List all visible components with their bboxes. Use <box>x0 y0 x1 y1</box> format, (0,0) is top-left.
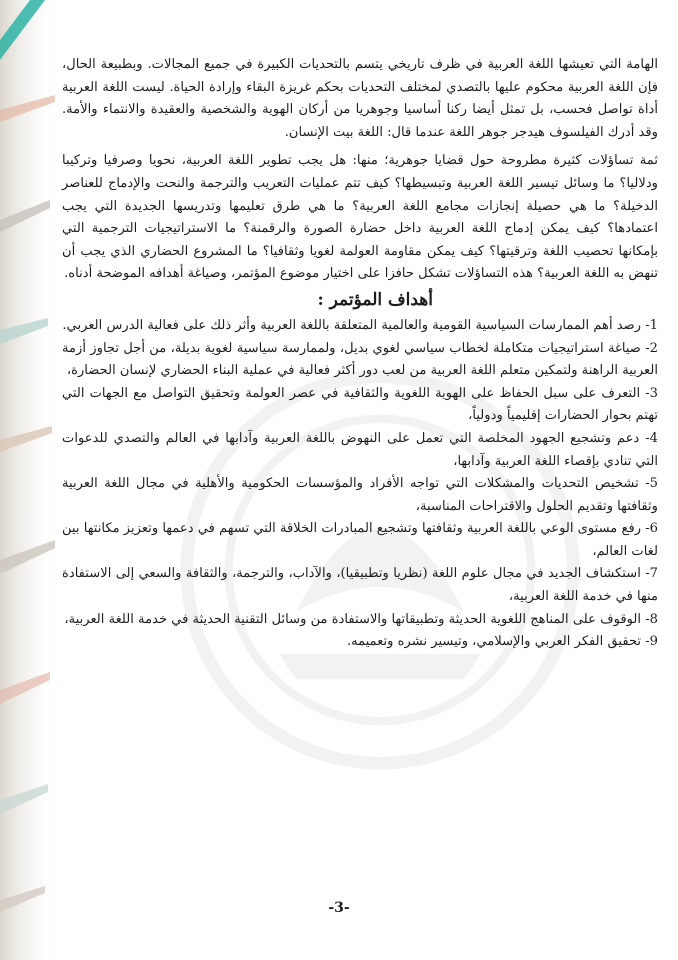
goal-item: 6- رفع مستوى الوعي باللغة العربية وثقافتها وتشجيع المبادرات الخلاقة التي تسهم في دعمها وتعزيز مكانتها بين لغات العالم، <box>62 521 658 559</box>
goal-item: 1- رصد أهم الممارسات السياسية القومية والعالمية المتعلقة باللغة العربية وأثر ذلك على فعالية الدرس العربي. <box>62 317 658 333</box>
goal-item: 8- الوقوف على المناهج اللغوية الحديثة وتطبيقاتها والاستفادة من وسائل التقنية الحديثة في خدمة اللغة العربية، <box>64 611 658 627</box>
goal-item: 4- دعم وتشجيع الجهود المخلصة التي تعمل على النهوض باللغة العربية وآدابها في العالم والتصدي للدعوات التي تنادي بإقصاء اللغة العربية وآدابها، <box>62 430 658 469</box>
goals-heading: أهداف المؤتمر : <box>317 289 433 310</box>
goal-item: 5- تشخيص التحديات والمشكلات التي تواجه الأفراد والمؤسسات الحكومية والأهلية في مجال اللغة العربية وثقافتها وتقديم الحلول والاقتراحات المناسبة، <box>62 476 658 514</box>
page-number: -3- <box>328 900 350 916</box>
document-body <box>62 54 658 654</box>
goal-item: 2- صياغة استراتيجيات متكاملة لخطاب سياسي لغوي بديل، ولممارسة سياسية لغوية بديلة، من أجل تجاوز أزمة العربية الراهنة ولتمكين متعلم اللغة العربية من لعب دور أكثر فعالية في عملية البناء الحضاري لإنسان الحضارة، <box>62 340 658 379</box>
book-spines-decoration <box>0 0 60 960</box>
questions-paragraph: ثمة تساؤلات كثيرة مطروحة حول قضايا جوهرية؛ منها: هل يجب تطوير اللغة العربية، نحويا وصرفيا وتركيبا ودلاليا؟ ما وسائل تيسير اللغة العربية وتبسيطها؟ كيف تتم عمليات التعريب والترجمة والنحت والإدماج للعناصر الدخيلة؟ ما هي حصيلة إنجازات مجامع اللغة العربية؟ ما هي طرق تعليمها وتدريسها الجديدة التي يجب اعتمادها؟ كيف يمكن إدماج اللغة العربية داخل حضارة الصورة والرقمنة؟ ما الاستراتيجيات الترجمية التي بإمكانها تحصيب اللغة وترقيتها؟ كيف يمكن مقاومة العولمة لغويا وثقافيا؟ ما المشروع الحضاري الذي يجب أن تنهض به اللغة العربية؟ هذه التساؤلات تشكل حافزا على اختيار موضوع المؤتمر، وصياغة أهدافه الموضحة أدناه. <box>62 153 658 282</box>
goal-item: 9- تحقيق الفكر العربي والإسلامي، وتيسير نشره وتعميمه. <box>346 634 658 650</box>
goal-item: 7- استكشاف الجديد في مجال علوم اللغة (نظريا وتطبيقيا)، والآداب، والترجمة، والثقافة والسعي إلى الاستفادة منها في خدمة اللغة العربية، <box>62 566 658 605</box>
intro-paragraph: الهامة التي تعيشها اللغة العربية في ظرف تاريخي يتسم بالتحديات الكبيرة في جميع المجالات. وبطبيعة الحال، فإن اللغة العربية محكوم عليها بالتصدي لمختلف التحديات بحكم غريزة البقاء وإرادة الحياة. ليست اللغة العربية أداة تواصل فحسب، بل تمثل أيضا ركنا أساسيا وجوهريا من أركان الهوية والشخصية والعقيدة والانتماء والأمة. وقد أدرك الفيلسوف هيدجر جوهر اللغة عندما قال: اللغة بيت الإنسان. <box>62 57 658 140</box>
goal-item: 3- التعرف على سبل الحفاظ على الهوية اللغوية والثقافية في عصر العولمة وتحقيق التواصل مع الجهات التي تهتم بحوار الحضارات إقليمياً ودولياً، <box>62 385 658 424</box>
